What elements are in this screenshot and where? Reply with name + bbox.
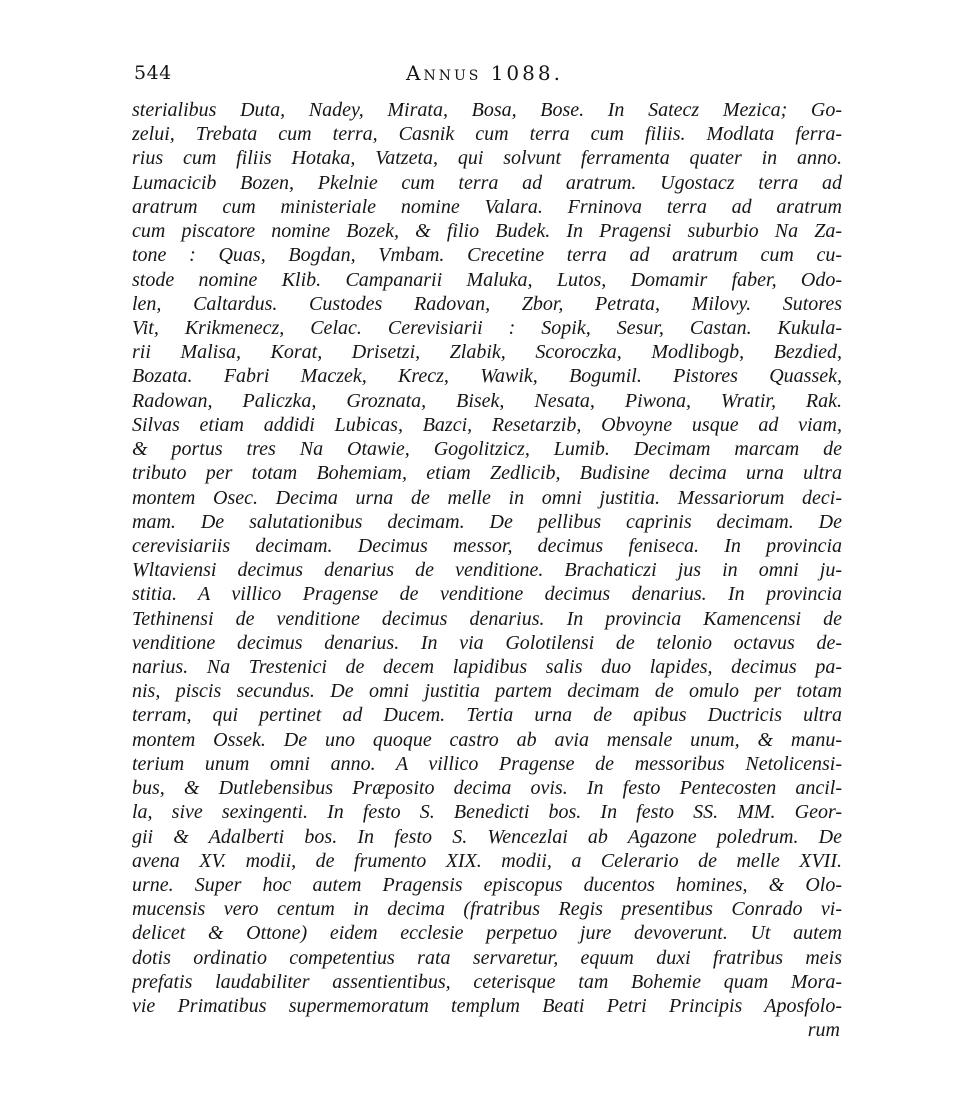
text-line: & portus tres Na Otawie, Gogolitzicz, Lumib. Decimam marcam de: [132, 438, 842, 461]
page-number: 544: [134, 62, 172, 84]
text-line: mam. De salutationibus decimam. De pellibus caprinis decimam. De: [132, 510, 842, 533]
text-line: tributo per totam Bohemiam, etiam Zedlicib, Budisine decima urna ultra: [132, 462, 842, 485]
text-line: Silvas etiam addidi Lubicas, Bazci, Resetarzib, Obvoyne usque ad viam,: [132, 413, 842, 436]
text-line: rii Malisa, Korat, Drisetzi, Zlabik, Scoroczka, Modlibogb, Bezdied,: [132, 341, 842, 364]
text-line: sterialibus Duta, Nadey, Mirata, Bosa, Bose. In Satecz Mezica; Go-: [132, 99, 842, 121]
text-line: narius. Na Trestenici de decem lapidibus salis duo lapides, decimus pa-: [132, 656, 842, 679]
text-line: mucensis vero centum in decima (fratribus Regis presentibus Conrado vi-: [132, 898, 842, 921]
text-line: len, Caltardus. Custodes Radovan, Zbor, Petrata, Milovy. Sutores: [132, 292, 842, 315]
text-line: montem Osec. Decima urna de melle in omni justitia. Messariorum deci-: [132, 486, 842, 509]
text-line: cum piscatore nomine Bozek, & filio Budek. In Pragensi suburbio Na Za-: [132, 220, 842, 243]
text-line: zelui, Trebata cum terra, Casnik cum terra cum filiis. Modlata ferra-: [132, 123, 842, 146]
text-line: montem Ossek. De uno quoque castro ab avia mensale unum, & manu-: [132, 728, 842, 751]
text-line: stode nomine Klib. Campanarii Maluka, Lutos, Domamir faber, Odo-: [132, 268, 842, 291]
text-line: delicet & Ottone) eidem ecclesie perpetuo jure devoverunt. Ut autem: [132, 922, 842, 945]
body-text: [132, 98, 842, 1043]
text-line: bus, & Dutlebensibus Præposito decima ovis. In festo Pentecosten ancil-: [132, 777, 842, 800]
text-line: la, sive sexingenti. In festo S. Benedicti bos. In festo SS. MM. Geor-: [132, 801, 842, 824]
text-line: Lumacicib Bozen, Pkelnie cum terra ad aratrum. Ugostacz terra ad: [132, 171, 842, 194]
running-title: Annus 1088.: [406, 61, 563, 85]
text-line: Tethinensi de venditione decimus denarius. In provincia Kamencensi de: [132, 607, 842, 630]
text-line: Wltaviensi decimus denarius de venditione. Brachaticzi jus in omni ju-: [132, 559, 842, 582]
text-line: terium unum omni anno. A villico Pragense de messoribus Netolicensi-: [132, 752, 842, 775]
text-line: gii & Adalberti bos. In festo S. Wencezlai ab Agazone poledrum. De: [132, 825, 842, 848]
text-line: Radowan, Paliczka, Groznata, Bisek, Nesata, Piwona, Wratir, Rak.: [132, 389, 842, 412]
text-line: vie Primatibus supermemoratum templum Beati Petri Principis Aposfolo-: [132, 995, 842, 1018]
running-head: [128, 58, 844, 88]
text-line: Vit, Krikmenecz, Celac. Cerevisiarii : Sopik, Sesur, Castan. Kukula-: [132, 316, 842, 339]
text-line: nis, piscis secundus. De omni justitia partem decimam de omulo per totam: [132, 680, 842, 703]
text-line: venditione decimus denarius. In via Golotilensi de telonio octavus de-: [132, 631, 842, 654]
text-line: aratrum cum ministeriale nomine Valara. Frninova terra ad aratrum: [132, 195, 842, 218]
text-line: urne. Super hoc autem Pragensis episcopus ducentos homines, & Olo-: [132, 874, 842, 896]
text-line: terram, qui pertinet ad Ducem. Tertia urna de apibus Ductricis ultra: [132, 704, 842, 727]
text-line: rius cum filiis Hotaka, Vatzeta, qui solvunt ferramenta quater in anno.: [132, 147, 842, 170]
text-line: cerevisiariis decimam. Decimus messor, decimus feniseca. In provincia: [132, 534, 842, 557]
text-line: rum: [807, 1019, 840, 1042]
text-line: dotis ordinatio competentius rata servaretur, equum duxi fratribus meis: [132, 946, 842, 969]
text-line: Bozata. Fabri Maczek, Krecz, Wawik, Bogumil. Pistores Quassek,: [132, 365, 842, 388]
text-line: stitia. A villico Pragense de venditione decimus denarius. In provincia: [132, 583, 842, 606]
text-line: prefatis laudabiliter assentientibus, ceterisque tam Bohemie quam Mora-: [132, 970, 842, 993]
text-line: tone : Quas, Bogdan, Vmbam. Crecetine terra ad aratrum cum cu-: [132, 244, 842, 267]
text-line: avena XV. modii, de frumento XIX. modii, a Celerario de melle XVII.: [132, 849, 842, 872]
